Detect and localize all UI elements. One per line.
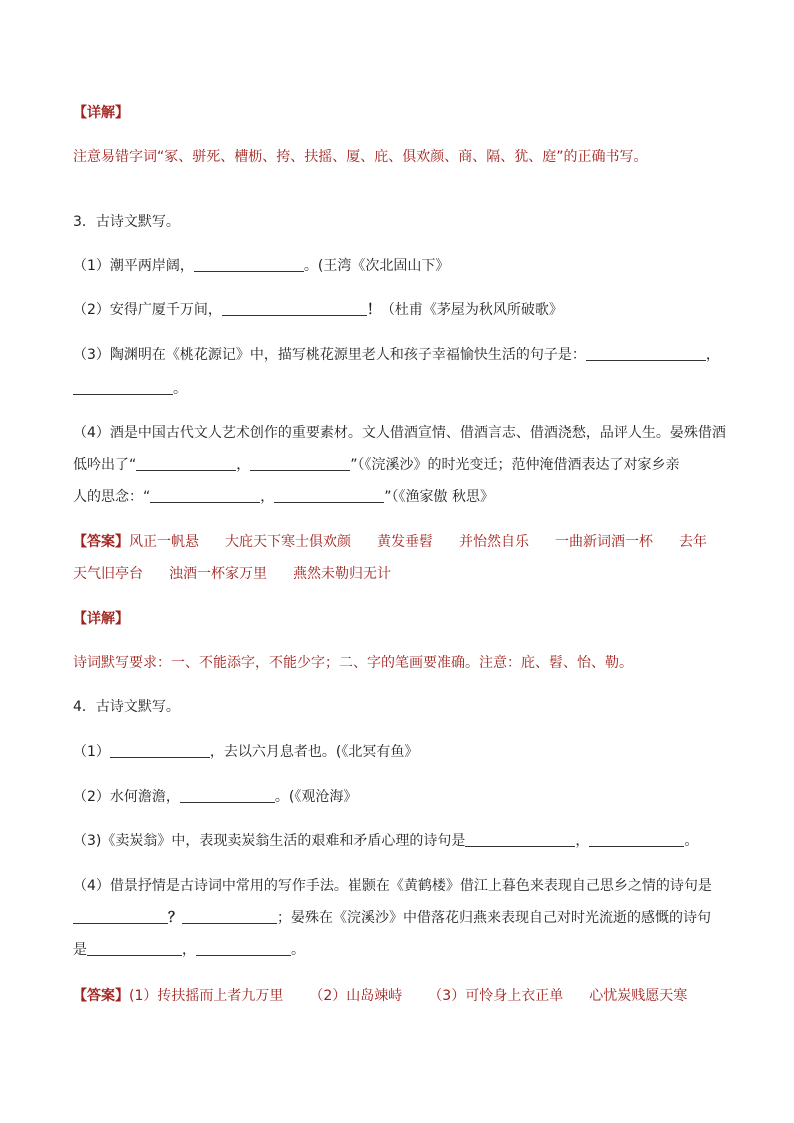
answer-blank[interactable] bbox=[73, 380, 173, 395]
question-item-continued bbox=[73, 909, 711, 927]
answer-blank[interactable] bbox=[182, 909, 277, 924]
question-item bbox=[73, 346, 720, 364]
question-item-continued bbox=[73, 456, 680, 474]
question-item bbox=[73, 301, 563, 319]
detail-label: 【详解】 bbox=[73, 611, 129, 627]
question-title: 3．古诗文默写。 bbox=[73, 214, 180, 230]
answer-item: (1）抟扶摇而上者九万里 bbox=[129, 988, 284, 1004]
question-item bbox=[73, 832, 698, 850]
answer-item: 燕然未勒归无计 bbox=[293, 566, 391, 582]
item-text: ，去以六月息者也。(《北冥有鱼》 bbox=[209, 744, 419, 760]
answer-blank[interactable] bbox=[110, 743, 210, 758]
comma: ， bbox=[182, 942, 196, 958]
item-text: ；晏殊在《浣溪沙》中借落花归燕来表现自己对时光流逝的感慨的诗句 bbox=[277, 910, 711, 926]
question-item-continued bbox=[73, 488, 494, 506]
answer-line bbox=[73, 533, 707, 551]
answer-line bbox=[73, 565, 391, 583]
item-text: 低吟出了“ bbox=[73, 457, 137, 473]
question-item bbox=[73, 257, 449, 275]
period: 。 bbox=[173, 381, 187, 397]
answer-blank[interactable] bbox=[194, 257, 304, 272]
comma: ， bbox=[236, 457, 251, 473]
item-text: 人的思念：“ bbox=[73, 489, 151, 505]
answer-line bbox=[73, 987, 687, 1005]
item-text: 是 bbox=[73, 942, 87, 958]
answer-item: 黄发垂髫 bbox=[377, 534, 433, 550]
answer-item: 大庇天下寒士俱欢颜 bbox=[225, 534, 351, 550]
answer-item: 浊酒一杯家万里 bbox=[169, 566, 267, 582]
exclamation-mark: ！ bbox=[366, 302, 381, 318]
item-text: ”（《渔家傲 秋思》 bbox=[384, 489, 494, 505]
detail-label: 【详解】 bbox=[73, 105, 129, 121]
question-item bbox=[73, 788, 357, 806]
question-item bbox=[73, 743, 418, 761]
question-item: （4）酒是中国古代文人艺术创作的重要素材。文人借酒宣情、借酒言志、借酒浇愁，品评人生。晏殊借酒 bbox=[73, 425, 726, 441]
question-title: 4．古诗文默写。 bbox=[73, 699, 180, 715]
question-item-continued bbox=[73, 380, 187, 398]
answer-blank[interactable] bbox=[73, 909, 168, 924]
item-text: 。(《观沧海》 bbox=[274, 789, 358, 805]
period: 。 bbox=[684, 833, 699, 849]
answer-item: 风正一帆悬 bbox=[129, 534, 199, 550]
question-mark: ？ bbox=[168, 910, 182, 926]
answer-blank[interactable] bbox=[274, 488, 384, 503]
item-text: （2）水何澹澹， bbox=[73, 789, 180, 805]
item-text: 。(王湾《次北固山下》 bbox=[303, 258, 450, 274]
answer-item: 一曲新词酒一杯 bbox=[555, 534, 653, 550]
answer-item: 去年 bbox=[679, 534, 707, 550]
question-item: （4）借景抒情是古诗词中常用的写作手法。崔颢在《黄鹤楼》借江上暮色来表现自己思乡之情的诗句是 bbox=[73, 878, 712, 894]
period: 。 bbox=[291, 942, 305, 958]
answer-label: 【答案】 bbox=[73, 534, 129, 550]
answer-blank[interactable] bbox=[586, 346, 706, 361]
item-text: （2）安得广厦千万间， bbox=[73, 302, 222, 318]
item-text: （3)《卖炭翁》中，表现卖炭翁生活的艰难和矛盾心理的诗句是 bbox=[73, 833, 466, 849]
answer-blank[interactable] bbox=[150, 488, 260, 503]
item-text: （1） bbox=[73, 744, 110, 760]
answer-item: 心忧炭贱愿天寒 bbox=[589, 988, 688, 1004]
detail-text: 诗词默写要求：一、不能添字，不能少字；二、字的笔画要准确。注意：庇、髫、怡、勒。 bbox=[73, 655, 633, 671]
answer-blank[interactable] bbox=[222, 301, 367, 316]
answer-blank[interactable] bbox=[465, 832, 575, 847]
answer-blank[interactable] bbox=[589, 832, 684, 847]
detail-text: 注意易错字词“冢、骈死、槽枥、挎、扶摇、厦、庇、俱欢颜、商、隔、犹、庭”的正确书写。 bbox=[73, 149, 648, 165]
item-text: ”（《浣溪沙》的时光变迁；范仲淹借酒表达了对家乡亲 bbox=[350, 457, 680, 473]
answer-item: 天气旧亭台 bbox=[73, 566, 143, 582]
answer-blank[interactable] bbox=[180, 788, 275, 803]
item-text: （杜甫《茅屋为秋风所破歌》 bbox=[380, 302, 563, 318]
answer-blank[interactable] bbox=[87, 941, 182, 956]
comma: ， bbox=[575, 833, 590, 849]
answer-blank[interactable] bbox=[136, 456, 236, 471]
answer-item: （2）山岛竦峙 bbox=[309, 988, 403, 1004]
question-item-continued bbox=[73, 941, 305, 959]
answer-item: 并怡然自乐 bbox=[459, 534, 529, 550]
answer-blank[interactable] bbox=[250, 456, 350, 471]
answer-blank[interactable] bbox=[196, 941, 291, 956]
answer-item: （3）可怜身上衣正单 bbox=[428, 988, 564, 1004]
comma: ， bbox=[705, 347, 720, 363]
item-text: （1）潮平两岸阔， bbox=[73, 258, 194, 274]
answer-label: 【答案】 bbox=[73, 988, 129, 1004]
item-text: （3）陶渊明在《桃花源记》中，描写桃花源里老人和孩子幸福愉快生活的句子是： bbox=[73, 347, 586, 363]
comma: ， bbox=[260, 489, 275, 505]
